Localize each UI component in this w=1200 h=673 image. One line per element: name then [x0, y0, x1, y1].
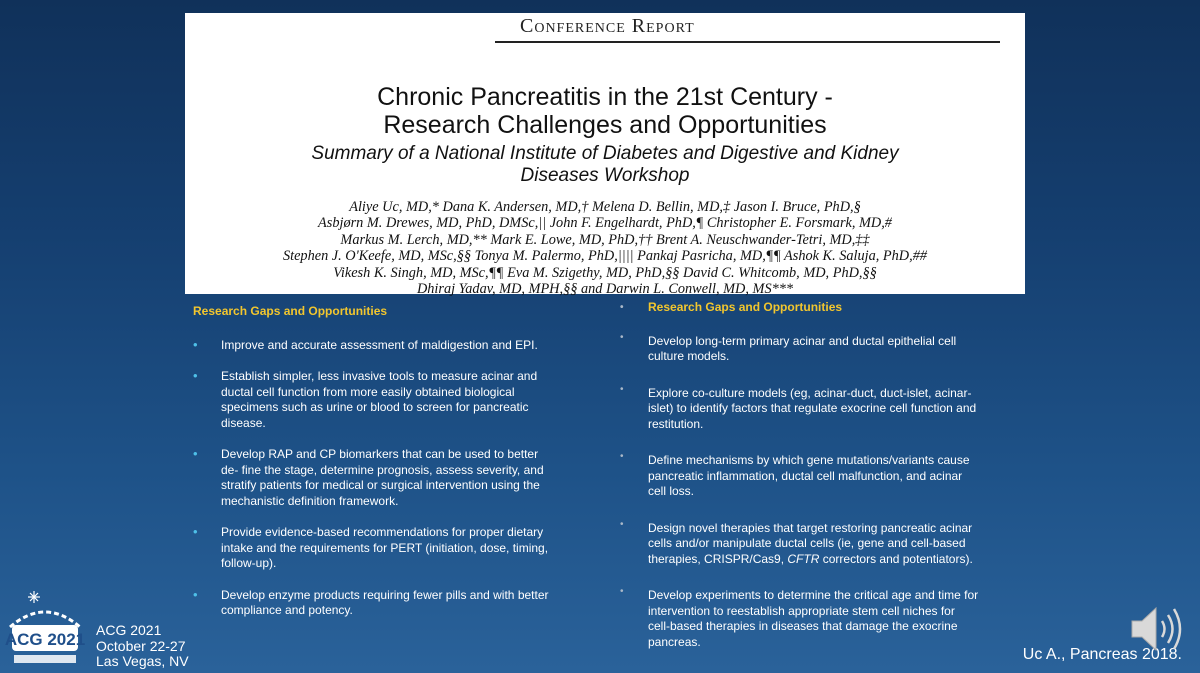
- logo-text: ACG 2021: [4, 630, 86, 649]
- event-dates: October 22-27: [96, 637, 186, 654]
- author-line-2: Asbjørn M. Drewes, MD, PhD, DMSc,|| John F. Engelhardt, PhD,¶ Christopher E. Forsmark, MD,#: [318, 215, 892, 232]
- list-item: • Develop enzyme products requiring fewer pills and with better compliance and potency.: [193, 588, 553, 619]
- author-line-6: Dhiraj Yadav, MD, MPH,§§ and Darwin L. Conwell, MD, MS***: [416, 281, 794, 298]
- left-bullet-list: [193, 338, 553, 619]
- list-item: • Develop RAP and CP biomarkers that can be used to better de- fine the stage, determine prognosis, assess severity, and stratify patients for medical or surgical intervention using the mechanistic definition framework.: [193, 447, 553, 509]
- paper-title-line-1: Chronic Pancreatitis in the 21st Century -: [377, 83, 833, 111]
- author-line-4: Stephen J. O'Keefe, MD, MSc,§§ Tonya M. Palermo, PhD,|||| Pankaj Pasricha, MD,¶¶ Ashok K. Saluja, PhD,##: [282, 248, 928, 265]
- paper-header: Conference Report: [495, 13, 1000, 43]
- author-line-3: Markus M. Lerch, MD,** Mark E. Lowe, MD, PhD,†† Brent A. Neuschwander-Tetri, MD,‡‡: [340, 231, 870, 248]
- right-column-heading: • Research Gaps and Opportunities: [620, 300, 980, 316]
- list-item: • Improve and accurate assessment of maldigestion and EPI.: [193, 338, 553, 354]
- paper-subtitle-line-1: Summary of a National Institute of Diabetes and Digestive and Kidney: [311, 143, 899, 164]
- list-item: • Develop experiments to determine the critical age and time for intervention to reestablish appropriate stem cell niches for cell-based therapies in diseases that damage the exocrine pancreas.: [620, 588, 980, 650]
- author-line-5: Vikesh K. Singh, MD, MSc,¶¶ Eva M. Szigethy, MD, PhD,§§ David C. Whitcomb, MD, PhD,§§: [333, 264, 877, 281]
- list-item: • Explore co-culture models (eg, acinar-duct, duct-islet, acinar- islet) to identify factors that regulate exocrine cell function and restitution.: [620, 386, 980, 433]
- paper-subtitle-line-2: Diseases Workshop: [520, 165, 690, 186]
- author-line-1: Aliye Uc, MD,* Dana K. Andersen, MD,† Melena D. Bellin, MD,‡ Jason I. Bruce, PhD,§: [349, 199, 861, 215]
- right-column: [620, 300, 980, 671]
- list-item: • Design novel therapies that target restoring pancreatic acinar cells and/or manipulate ductal cells (ie, gene and cell-based therapies, CRISPR/Cas9, CFTR correctors and potentiators).: [620, 521, 980, 568]
- acg-2021-las-vegas-logo: [4, 583, 86, 669]
- paper-authors: [205, 199, 1005, 297]
- speaker-icon[interactable]: [1128, 604, 1184, 654]
- paper-title: [185, 83, 1025, 139]
- event-location: Las Vegas, NV: [96, 653, 189, 669]
- paper-title-line-2: Research Challenges and Opportunities: [383, 111, 827, 139]
- list-item: • Define mechanisms by which gene mutations/variants cause pancreatic inflammation, ductal cell malfunction, and acinar cell loss.: [620, 453, 980, 500]
- list-item: • Develop long-term primary acinar and ductal epithelial cell culture models.: [620, 334, 980, 365]
- paper-excerpt: [185, 13, 1025, 298]
- list-item: • Establish simpler, less invasive tools to measure acinar and ductal cell function from more easily obtained biological specimens such as urine or blood to screen for pancreatic disease.: [193, 369, 553, 431]
- left-column: [193, 304, 553, 635]
- event-info: [96, 623, 189, 670]
- citation: Uc A., Pancreas 2018.: [1022, 646, 1182, 663]
- right-bullet-list: [620, 334, 980, 651]
- list-item: • Provide evidence-based recommendations for proper dietary intake and the requirements for PERT (initiation, dose, timing, follow-up).: [193, 525, 553, 572]
- left-column-heading: Research Gaps and Opportunities: [193, 304, 388, 318]
- event-name: ACG 2021: [96, 622, 162, 638]
- paper-subtitle: [185, 143, 1025, 187]
